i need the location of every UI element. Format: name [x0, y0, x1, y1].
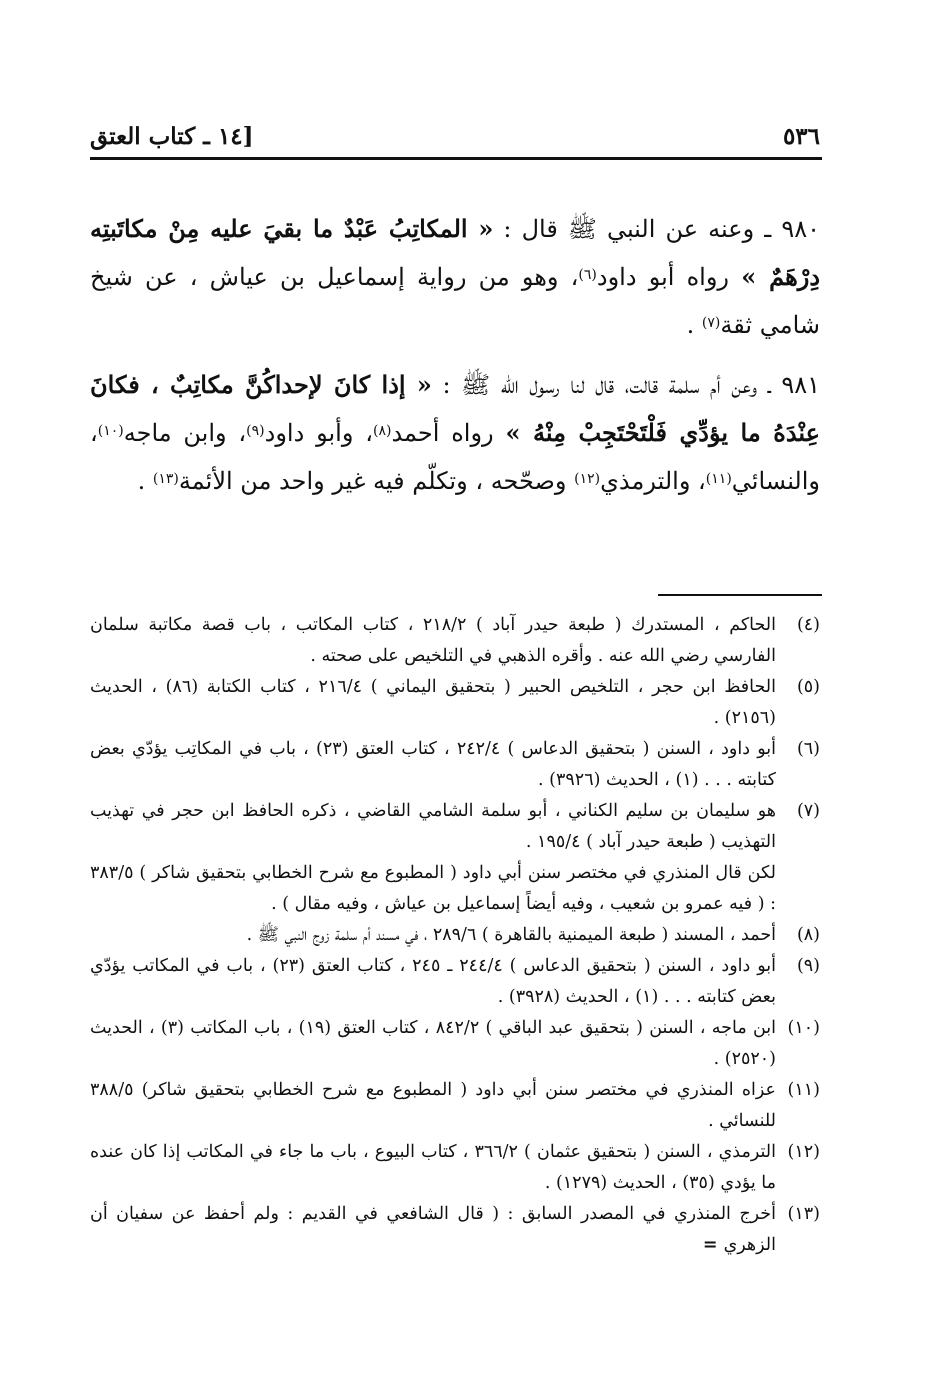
footnote-text: ابن ماجه ، السنن ( بتحقيق عبد الباقي ) ٨٤٢/٢ ، كتاب العتق (١٩) ، باب المكاتب (٣) ، الحديث (٢٥٢٠) . [90, 1018, 776, 1069]
header-divider [90, 157, 822, 160]
footnote-ref: (٧) [701, 315, 721, 331]
footnote-text: أحمد ، المسند ( طبعة الميمنية بالقاهرة ) ٢٨٩/٦ ، في مسند أم سلمة زوج النبي ﷺ . [246, 925, 776, 945]
footnote-text: الحاكم ، المستدرك ( طبعة حيدر آباد ) ٢١٨/٢ ، كتاب المكاتب ، باب قصة مكاتبة سلمان الفارسي رضي الله عنه . وأقره الذهبي في التلخيص على صحته . [90, 615, 776, 666]
footnote-number: (١١) [787, 1080, 820, 1100]
footnote-number: (١٠) [787, 1018, 820, 1038]
footnote-number: (٨) [796, 925, 820, 945]
footnote-9 [90, 951, 820, 1013]
footnote-4 [90, 610, 820, 672]
footnote-12 [90, 1137, 820, 1199]
hadith-980-intro: ٩٨٠ ـ وعنه عن النبي ﷺ قال : [493, 215, 820, 243]
hadith-981-source: ، والترمذي [600, 467, 706, 495]
footnote-divider [658, 594, 822, 596]
hadith-980-end: . [686, 311, 702, 339]
hadith-981 [90, 362, 820, 504]
footnote-ref: (٨) [372, 423, 392, 439]
hadith-981-intro: ٩٨١ ـ وعن أم سلمة قالت، قال لنا رسول الله ﷺ : [431, 371, 820, 399]
footnote-ref: (١١) [705, 471, 732, 487]
footnote-13 [90, 1199, 820, 1261]
footnote-number: (١٣) [787, 1204, 820, 1224]
footnote-10 [90, 1013, 820, 1075]
footnote-7 [90, 796, 820, 858]
footnote-text: أبو داود ، السنن ( بتحقيق الدعاس ) ٢٤٤/٤ ـ ٢٤٥ ، كتاب العتق (٢٣) ، باب في المكاتب يؤدّي بعض كتابته . . . (١) ، الحديث (٣٩٢٨) . [90, 956, 776, 1007]
footnote-number: (٩) [796, 956, 820, 976]
footnote-11 [90, 1075, 820, 1137]
footnote-text: الحافظ ابن حجر ، التلخيص الحبير ( بتحقيق اليماني ) ٢١٦/٤ ، كتاب الكتابة (٨٦) ، الحديث (٢١٥٦) . [90, 677, 776, 728]
hadith-981-source: ، والنسائي [90, 419, 820, 495]
footnote-ref: (١٠) [97, 423, 124, 439]
footnote-text: هو سليمان بن سليم الكناني ، أبو سلمة الشامي القاضي ، ذكره الحافظ ابن حجر في تهذيب التهذيب ( طبعة حيدر آباد ) ١٩٥/٤ . [90, 801, 776, 852]
chapter-title: [١٤ ـ كتاب العتق [90, 123, 254, 150]
hadith-980-text: « المكاتِبُ عَبْدٌ ما بقيَ عليه مِنْ مكاتَبتِه دِرْهَمٌ » [90, 214, 821, 291]
footnote-7-extra: لكن قال المنذري في مختصر سنن أبي داود ( المطبوع مع شرح الخطابي بتحقيق شاكر ) ٣٨٣/٥ : ( فيه عمرو بن شعيب ، وفيه أيضاً إسماعيل بن عياش ، وفيه مقال ) . [90, 863, 776, 914]
hadith-981-source: ، وأبو داود [264, 419, 373, 447]
footnote-text-wrap [90, 1199, 776, 1261]
page-header [90, 106, 820, 150]
footnote-ref: (١٣) [152, 471, 179, 487]
footnote-8 [90, 920, 820, 951]
hadith-981-note: وصحّحه ، وتكلّم فيه غير واحد من الأئمة [178, 467, 575, 495]
footnote-number: (٤) [796, 615, 820, 635]
hadith-980-source: رواه أبو داود [596, 263, 742, 291]
continuation-mark: = [702, 1235, 718, 1255]
footnote-5 [90, 672, 820, 734]
footnote-number: (٧) [796, 801, 820, 821]
footnotes [90, 610, 820, 1261]
footnote-number: (٥) [796, 677, 820, 697]
footnote-number: (١٢) [787, 1142, 820, 1162]
page-number: ٥٣٦ [782, 123, 820, 150]
footnote-number: (٦) [796, 739, 820, 759]
footnote-ref: (١٢) [574, 471, 601, 487]
hadith-981-source: رواه أحمد [391, 419, 506, 447]
footnote-text: عزاه المنذري في مختصر سنن أبي داود ( المطبوع مع شرح الخطابي بتحقيق شاكر) ٣٨٨/٥ للنسائي . [90, 1080, 776, 1131]
hadith-981-text: « إذا كانَ لإحداكُنَّ مكاتِبٌ ، فكانَ عِنْدَهُ ما يؤدِّي فَلْتَحْتَجِبْ مِنْهُ » [90, 370, 820, 447]
footnote-text: أخرج المنذري في المصدر السابق : ( قال الشافعي في القديم : ولم أحفظ عن سفيان أن الزهري [90, 1204, 776, 1255]
footnote-ref: (٩) [246, 423, 265, 439]
footnote-ref: (٦) [578, 267, 597, 283]
hadith-981-end: . [137, 467, 153, 495]
footnote-text: الترمذي ، السنن ( بتحقيق عثمان ) ٣٦٦/٢ ، كتاب البيوع ، باب ما جاء في المكاتب إذا كان عنده ما يؤدي (٣٥) ، الحديث (١٢٧٩) . [90, 1142, 776, 1193]
footnote-text: أبو داود ، السنن ( بتحقيق الدعاس ) ٢٤٢/٤ ، كتاب العتق (٢٣) ، باب في المكاتِب يؤدّي بعض كتابته . . . (١) ، الحديث (٣٩٢٦) . [90, 739, 776, 790]
footnote-6 [90, 734, 820, 796]
hadith-980 [90, 206, 820, 348]
hadith-981-source: ، وابن ماجه [123, 419, 247, 447]
hadith-980-note: ، وهو من رواية إسماعيل بن عياش ، عن شيخ شامي ثقة [90, 263, 820, 339]
